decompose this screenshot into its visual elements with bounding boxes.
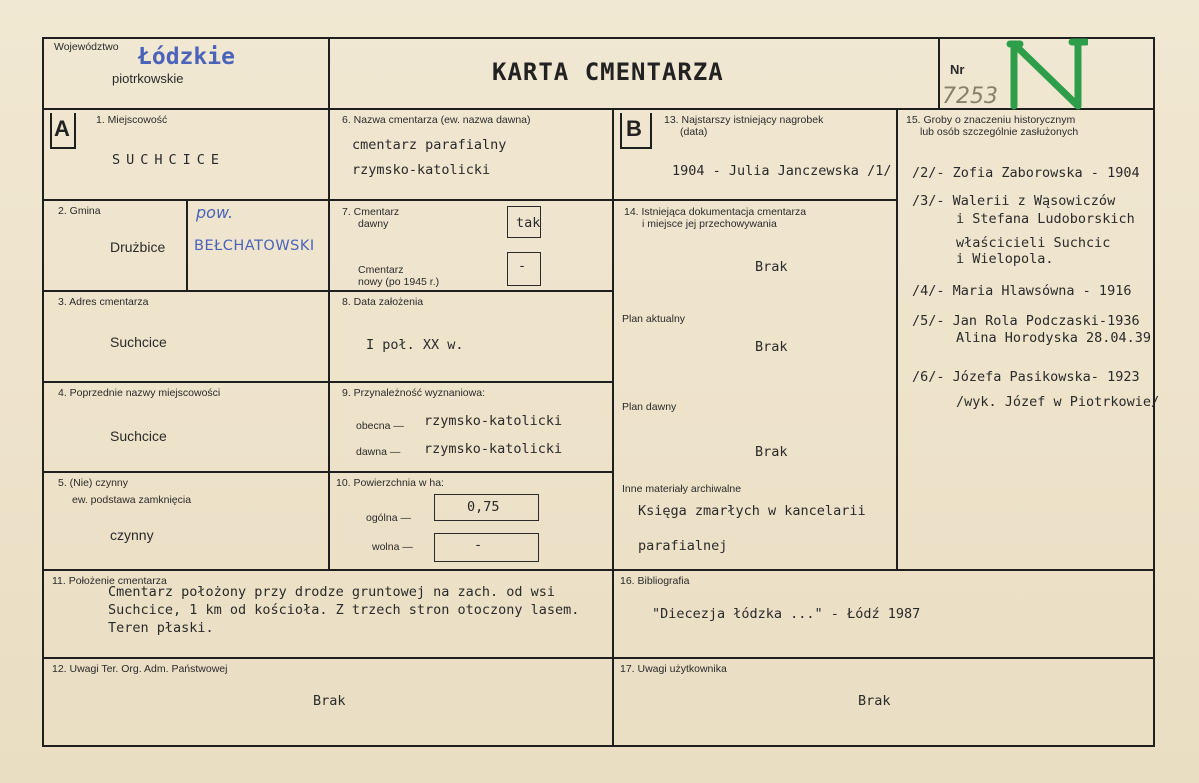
section-b-left-bar bbox=[620, 113, 622, 149]
row-1-divider bbox=[42, 199, 612, 201]
f14-plan-dawny-label: Plan dawny bbox=[622, 401, 677, 413]
header-sep-2 bbox=[938, 37, 940, 109]
f15-entry: Alina Horodyska 28.04.39 bbox=[956, 330, 1152, 346]
f9-dawna-value: rzymsko-katolicki bbox=[424, 441, 563, 457]
f7-label2: dawny bbox=[358, 218, 389, 230]
f1-label: 1. Miejscowość bbox=[96, 114, 168, 126]
f14-label: 14. Istniejąca dokumentacja cmentarza bbox=[624, 206, 807, 218]
f1-value: SUCHCICE bbox=[112, 152, 226, 168]
f9-label: 9. Przynależność wyznaniowa: bbox=[342, 387, 485, 399]
f14-plan-dawny-value: Brak bbox=[755, 444, 788, 460]
f7-dawny-value: tak bbox=[516, 215, 541, 231]
f12-label: 12. Uwagi Ter. Org. Adm. Państwowej bbox=[52, 663, 228, 675]
f10-label: 10. Powierzchnia w ha: bbox=[336, 477, 444, 489]
section-b-right-bar bbox=[650, 113, 652, 149]
f6-label: 6. Nazwa cmentarza (ew. nazwa dawna) bbox=[342, 114, 531, 126]
col-sep-1 bbox=[328, 108, 330, 570]
row-5-divider bbox=[42, 569, 1155, 571]
f7-label: 7. Cmentarz bbox=[342, 206, 400, 218]
wojewodztwo-label: Województwo bbox=[54, 41, 119, 53]
header-sep-1 bbox=[328, 37, 330, 109]
frame-bottom bbox=[42, 745, 1155, 747]
f15-label: 15. Groby o znaczeniu historycznym bbox=[906, 114, 1076, 126]
f15-entry: /3/- Walerii z Wąsowiczów bbox=[912, 193, 1116, 209]
f4-label: 4. Poprzednie nazwy miejscowości bbox=[58, 387, 221, 399]
f7-nowy-value: - bbox=[518, 258, 527, 274]
f14-label2: i miejsce jej przechowywania bbox=[642, 218, 777, 230]
col-b-divider bbox=[612, 199, 897, 201]
f15-entry: /wyk. Józef w Piotrkowie/ bbox=[956, 394, 1160, 410]
page-title: KARTA CMENTARZA bbox=[492, 58, 724, 86]
f3-value: Suchcice bbox=[110, 334, 167, 350]
gmina-pow-sep bbox=[186, 199, 188, 291]
section-b-marker: B bbox=[626, 116, 642, 141]
f2-pow-value: BEŁCHATOWSKI bbox=[194, 238, 315, 254]
f6-line2: rzymsko-katolicki bbox=[352, 162, 491, 178]
f11-line2: Suchcice, 1 km od kościoła. Z trzech stron otoczony lasem. bbox=[108, 602, 580, 618]
nr-mark bbox=[1004, 38, 1088, 110]
f15-entry: i Stefana Ludoborskich bbox=[956, 211, 1135, 227]
f13-label2: (data) bbox=[680, 126, 708, 138]
f13-value: 1904 - Julia Janczewska /1/ bbox=[672, 163, 892, 179]
f11-line1: Cmentarz położony przy drodze gruntowej na zach. od wsi bbox=[108, 584, 556, 600]
f17-label: 17. Uwagi użytkownika bbox=[620, 663, 727, 675]
col-sep-2 bbox=[612, 108, 614, 746]
f15-entry: właścicieli Suchcic bbox=[956, 235, 1111, 251]
f15-entry: /5/- Jan Rola Podczaski-1936 bbox=[912, 313, 1140, 329]
f2-pow-label: pow. bbox=[196, 203, 234, 222]
f15-entry: /6/- Józefa Pasikowska- 1923 bbox=[912, 369, 1140, 385]
f2-value: Drużbice bbox=[110, 239, 166, 255]
f14-value: Brak bbox=[755, 259, 788, 275]
section-a-marker: A bbox=[54, 116, 70, 141]
f4-value: Suchcice bbox=[110, 428, 167, 444]
f14-inne-label: Inne materiały archiwalne bbox=[622, 483, 742, 495]
row-6-divider bbox=[42, 657, 1155, 659]
f15-entry: /4/- Maria Hlawsówna - 1916 bbox=[912, 283, 1132, 299]
f14-plan-aktualny-value: Brak bbox=[755, 339, 788, 355]
section-a-right-bar bbox=[74, 113, 76, 149]
f17-value: Brak bbox=[858, 693, 891, 709]
f5-sublabel: ew. podstawa zamknięcia bbox=[72, 494, 192, 506]
f10-wolna-box bbox=[434, 533, 539, 562]
f9-obecna-label: obecna — bbox=[356, 420, 404, 432]
f10-wolna-label: wolna — bbox=[372, 541, 413, 553]
wojewodztwo-stamp: Łódzkie bbox=[138, 44, 235, 70]
f11-line3: Teren płaski. bbox=[108, 620, 214, 636]
f15-entry: /2/- Zofia Zaborowska - 1904 bbox=[912, 165, 1140, 181]
section-a-underline bbox=[50, 147, 76, 149]
f10-wolna-value: - bbox=[474, 537, 483, 553]
f16-label: 16. Bibliografia bbox=[620, 575, 690, 587]
f10-ogolna-value: 0,75 bbox=[467, 499, 500, 515]
f5-value: czynny bbox=[110, 527, 154, 543]
col-sep-3 bbox=[896, 108, 898, 570]
frame-left bbox=[42, 37, 44, 747]
nr-mark-n-icon bbox=[1004, 38, 1088, 110]
row-4-divider bbox=[42, 471, 612, 473]
f9-obecna-value: rzymsko-katolicki bbox=[424, 413, 563, 429]
nr-label: Nr bbox=[950, 62, 965, 77]
f7-nowy-label2: nowy (po 1945 r.) bbox=[358, 276, 440, 288]
f16-value: "Diecezja łódzka ..." - Łódź 1987 bbox=[652, 606, 921, 622]
f14-plan-aktualny-label: Plan aktualny bbox=[622, 313, 686, 325]
f15-entry: i Wielopola. bbox=[956, 251, 1054, 267]
wojewodztwo-old: piotrkowskie bbox=[112, 71, 184, 86]
section-a-left-bar bbox=[50, 113, 52, 149]
f8-value: I poł. XX w. bbox=[366, 337, 464, 353]
f12-value: Brak bbox=[313, 693, 346, 709]
f11-label: 11. Położenie cmentarza bbox=[52, 575, 167, 587]
nr-value: 7253 bbox=[942, 84, 998, 109]
f3-label: 3. Adres cmentarza bbox=[58, 296, 149, 308]
f7-nowy-label: Cmentarz bbox=[358, 264, 404, 276]
f2-label: 2. Gmina bbox=[58, 205, 101, 217]
f8-label: 8. Data założenia bbox=[342, 296, 424, 308]
f13-label: 13. Najstarszy istniejący nagrobek bbox=[664, 114, 824, 126]
f6-line1: cmentarz parafialny bbox=[352, 137, 507, 153]
frame-right bbox=[1153, 37, 1155, 747]
row-3-divider bbox=[42, 381, 612, 383]
frame-top bbox=[42, 37, 1155, 39]
f14-inne-line1: Księga zmarłych w kancelarii bbox=[638, 503, 866, 519]
f15-label2: lub osób szczególnie zasłużonych bbox=[920, 126, 1079, 138]
f10-ogolna-label: ogólna — bbox=[366, 512, 411, 524]
f5-label: 5. (Nie) czynny bbox=[58, 477, 129, 489]
f9-dawna-label: dawna — bbox=[356, 446, 401, 458]
row-2-divider bbox=[42, 290, 612, 292]
f14-inne-line2: parafialnej bbox=[638, 538, 728, 554]
section-b-underline bbox=[620, 147, 652, 149]
